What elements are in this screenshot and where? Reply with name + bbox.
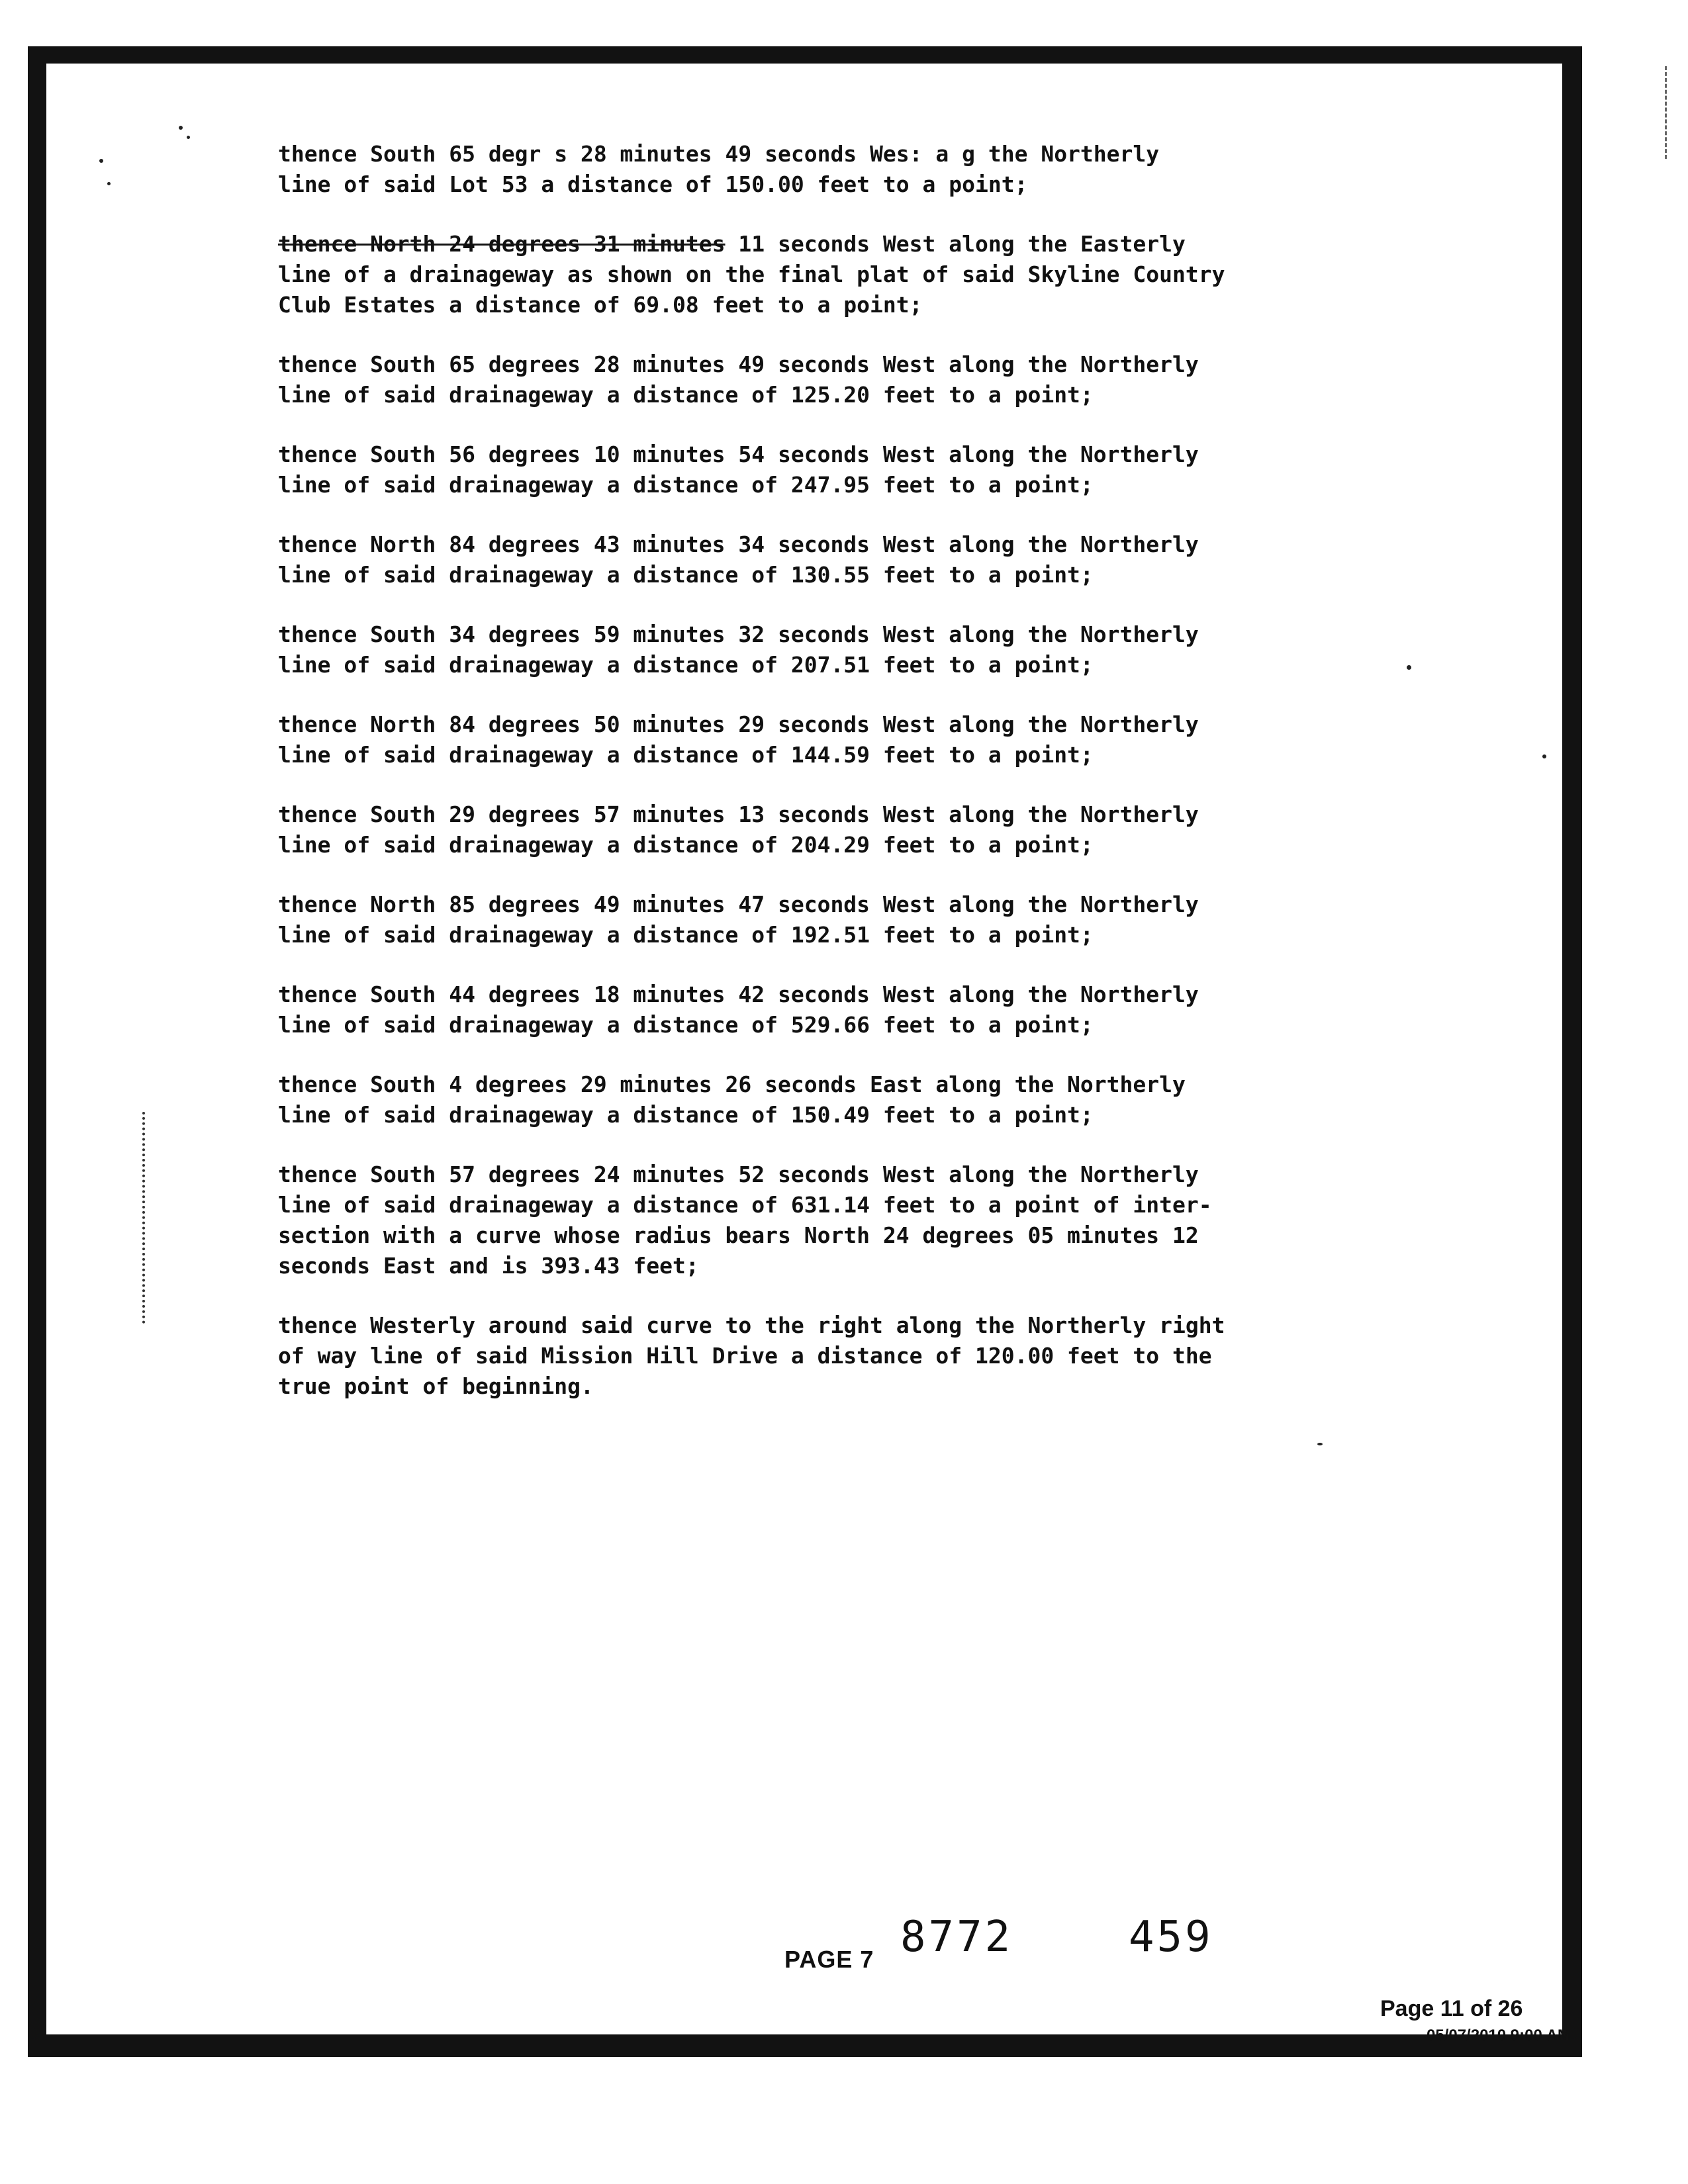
- scan-speck: [1317, 1443, 1323, 1445]
- text-line: line of said drainageway a distance of 192.51 feet to a point;: [278, 922, 1094, 948]
- text-line: thence South 44 degrees 18 minutes 42 seconds West along the Northerly: [278, 981, 1199, 1007]
- page-number: 459: [1129, 1913, 1213, 1962]
- book-number: 8772: [900, 1913, 1013, 1962]
- text-line: thence North 84 degrees 50 minutes 29 seconds West along the Northerly: [278, 711, 1199, 737]
- course-paragraph: [278, 229, 1403, 320]
- text-line: thence South 56 degrees 10 minutes 54 seconds West along the Northerly: [278, 441, 1199, 467]
- text-line: seconds East and is 393.43 feet;: [278, 1253, 699, 1279]
- margin-mark: [142, 1112, 148, 1324]
- course-paragraph: [278, 619, 1403, 680]
- text-line: line of said drainageway a distance of 130.55 feet to a point;: [278, 562, 1094, 588]
- scan-speck: [1407, 665, 1411, 670]
- scan-speck: [99, 159, 103, 163]
- course-paragraph: [278, 979, 1403, 1040]
- text-line: thence North 84 degrees 43 minutes 34 seconds West along the Northerly: [278, 531, 1199, 557]
- text-line: line of said drainageway a distance of 204.29 feet to a point;: [278, 832, 1094, 858]
- course-paragraph: [278, 529, 1403, 590]
- scan-speck: [187, 136, 190, 139]
- legal-description: [278, 139, 1403, 1431]
- text-line: line of said drainageway a distance of 631.14 feet to a point of inter-: [278, 1192, 1212, 1218]
- text-line: thence South 34 degrees 59 minutes 32 seconds West along the Northerly: [278, 621, 1199, 647]
- text-line: line of a drainageway as shown on the final plat of said Skyline Country: [278, 261, 1225, 287]
- course-paragraph: [278, 1069, 1403, 1130]
- course-paragraph: [278, 1160, 1403, 1281]
- struck-text: thence North 24 degrees 31 minutes: [278, 231, 726, 257]
- course-paragraph: [278, 709, 1403, 770]
- text-line: line of said Lot 53 a distance of 150.00 feet to a point;: [278, 171, 1028, 197]
- text-line: section with a curve whose radius bears North 24 degrees 05 minutes 12: [278, 1222, 1199, 1248]
- text-line: line of said drainageway a distance of 247.95 feet to a point;: [278, 472, 1094, 498]
- text-line: [278, 229, 1403, 259]
- clipped-page-count: Page 11 of 26: [1380, 1996, 1523, 2021]
- text-line: thence South 57 degrees 24 minutes 52 seconds West along the Northerly: [278, 1161, 1199, 1187]
- text-line: thence South 65 degr s 28 minutes 49 seconds Wes: a g the Northerly: [278, 141, 1160, 167]
- text-line: line of said drainageway a distance of 150.49 feet to a point;: [278, 1102, 1094, 1128]
- scan-speck: [107, 182, 111, 185]
- course-paragraph: [278, 889, 1403, 950]
- course-paragraph: [278, 799, 1403, 860]
- course-paragraph: [278, 439, 1403, 500]
- text-line: line of said drainageway a distance of 529.66 feet to a point;: [278, 1012, 1094, 1038]
- text-line: line of said drainageway a distance of 144.59 feet to a point;: [278, 742, 1094, 768]
- text-line: line of said drainageway a distance of 125.20 feet to a point;: [278, 382, 1094, 408]
- course-paragraph: [278, 349, 1403, 410]
- edge-mark: [1665, 66, 1671, 159]
- print-timestamp: 05/07/2010 9:00 AM: [1427, 2026, 1571, 2044]
- scan-speck: [179, 126, 183, 130]
- text-line: thence South 29 degrees 57 minutes 13 seconds West along the Northerly: [278, 801, 1199, 827]
- course-paragraph: [278, 139, 1403, 200]
- course-paragraph: [278, 1310, 1403, 1402]
- page-label: PAGE 7: [784, 1946, 874, 1973]
- scan-speck: [1542, 754, 1546, 758]
- text-fragment: 11 seconds West along the Easterly: [725, 231, 1186, 257]
- text-line: thence Westerly around said curve to the right along the Northerly right: [278, 1312, 1225, 1338]
- text-line: true point of beginning.: [278, 1373, 594, 1399]
- text-line: thence South 65 degrees 28 minutes 49 seconds West along the Northerly: [278, 351, 1199, 377]
- text-line: Club Estates a distance of 69.08 feet to a point;: [278, 292, 923, 318]
- text-line: thence South 4 degrees 29 minutes 26 seconds East along the Northerly: [278, 1071, 1186, 1097]
- text-line: line of said drainageway a distance of 207.51 feet to a point;: [278, 652, 1094, 678]
- text-line: thence North 85 degrees 49 minutes 47 seconds West along the Northerly: [278, 891, 1199, 917]
- text-line: of way line of said Mission Hill Drive a distance of 120.00 feet to the: [278, 1343, 1212, 1369]
